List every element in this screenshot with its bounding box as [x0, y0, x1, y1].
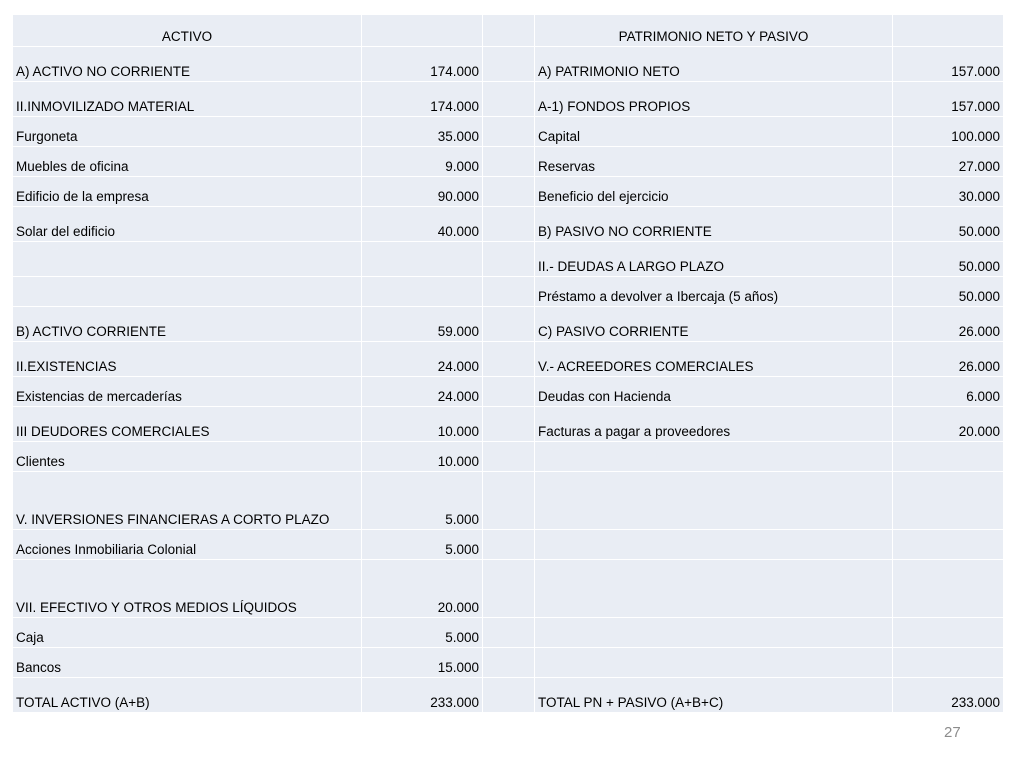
page-number: 27	[944, 724, 961, 741]
pasivo-value: 50.000	[893, 277, 1004, 307]
activo-value: 40.000	[362, 207, 483, 242]
activo-label: TOTAL ACTIVO (A+B)	[13, 678, 362, 713]
pasivo-label	[535, 560, 893, 618]
table-row	[13, 678, 1004, 713]
activo-value: 9.000	[362, 147, 483, 177]
pasivo-value: 20.000	[893, 407, 1004, 442]
spacer-cell	[483, 442, 535, 472]
table-row	[13, 277, 1004, 307]
activo-label: Solar del edificio	[13, 207, 362, 242]
activo-header-value-cell	[362, 15, 483, 47]
pasivo-value: 157.000	[893, 47, 1004, 82]
activo-label: Bancos	[13, 648, 362, 678]
activo-value: 35.000	[362, 117, 483, 147]
activo-label: Furgoneta	[13, 117, 362, 147]
pasivo-label: Reservas	[535, 147, 893, 177]
activo-value: 5.000	[362, 472, 483, 530]
spacer-cell	[483, 277, 535, 307]
pasivo-value	[893, 472, 1004, 530]
balance-sheet-table	[12, 14, 1004, 713]
activo-value: 174.000	[362, 47, 483, 82]
activo-label	[13, 242, 362, 277]
activo-label: A) ACTIVO NO CORRIENTE	[13, 47, 362, 82]
pasivo-value: 50.000	[893, 207, 1004, 242]
pasivo-label	[535, 618, 893, 648]
activo-label: Edificio de la empresa	[13, 177, 362, 207]
pasivo-value: 27.000	[893, 147, 1004, 177]
table-row	[13, 472, 1004, 530]
pasivo-label: B) PASIVO NO CORRIENTE	[535, 207, 893, 242]
pasivo-value: 6.000	[893, 377, 1004, 407]
activo-label: II.EXISTENCIAS	[13, 342, 362, 377]
activo-label: Clientes	[13, 442, 362, 472]
pasivo-label: Capital	[535, 117, 893, 147]
pasivo-value	[893, 442, 1004, 472]
pasivo-value: 233.000	[893, 678, 1004, 713]
pasivo-label: Facturas a pagar a proveedores	[535, 407, 893, 442]
activo-value	[362, 242, 483, 277]
pasivo-value	[893, 618, 1004, 648]
spacer-cell	[483, 530, 535, 560]
activo-label: III DEUDORES COMERCIALES	[13, 407, 362, 442]
table-row	[13, 242, 1004, 277]
table-row	[13, 342, 1004, 377]
table-row	[13, 307, 1004, 342]
table-row	[13, 117, 1004, 147]
table-row	[13, 618, 1004, 648]
table-row	[13, 648, 1004, 678]
pasivo-label	[535, 472, 893, 530]
spacer-cell	[483, 648, 535, 678]
pasivo-value: 30.000	[893, 177, 1004, 207]
spacer-cell	[483, 82, 535, 117]
pasivo-label: TOTAL PN + PASIVO (A+B+C)	[535, 678, 893, 713]
spacer-cell	[483, 147, 535, 177]
table-row	[13, 82, 1004, 117]
table-row	[13, 442, 1004, 472]
activo-value: 5.000	[362, 530, 483, 560]
activo-value: 15.000	[362, 648, 483, 678]
pasivo-label: Deudas con Hacienda	[535, 377, 893, 407]
pasivo-value: 26.000	[893, 342, 1004, 377]
pasivo-label	[535, 530, 893, 560]
spacer-cell	[483, 342, 535, 377]
pasivo-label	[535, 648, 893, 678]
pasivo-value: 100.000	[893, 117, 1004, 147]
pasivo-value	[893, 560, 1004, 618]
spacer-cell	[483, 678, 535, 713]
activo-label: Acciones Inmobiliaria Colonial	[13, 530, 362, 560]
pasivo-value: 157.000	[893, 82, 1004, 117]
spacer-cell	[483, 242, 535, 277]
table-row	[13, 377, 1004, 407]
pasivo-label: Beneficio del ejercicio	[535, 177, 893, 207]
pasivo-value	[893, 648, 1004, 678]
pasivo-label: II.- DEUDAS A LARGO PLAZO	[535, 242, 893, 277]
activo-value: 233.000	[362, 678, 483, 713]
activo-label: Existencias de mercaderías	[13, 377, 362, 407]
spacer-cell	[483, 177, 535, 207]
activo-value: 20.000	[362, 560, 483, 618]
pasivo-header-value-cell	[893, 15, 1004, 47]
activo-value: 174.000	[362, 82, 483, 117]
pasivo-label: A-1) FONDOS PROPIOS	[535, 82, 893, 117]
activo-label: II.INMOVILIZADO MATERIAL	[13, 82, 362, 117]
pasivo-label	[535, 442, 893, 472]
spacer-cell	[483, 407, 535, 442]
pasivo-header: PATRIMONIO NETO Y PASIVO	[535, 15, 893, 47]
spacer-cell	[483, 618, 535, 648]
activo-value: 10.000	[362, 407, 483, 442]
activo-value: 24.000	[362, 377, 483, 407]
table-row	[13, 407, 1004, 442]
activo-label: Caja	[13, 618, 362, 648]
pasivo-label: V.- ACREEDORES COMERCIALES	[535, 342, 893, 377]
table-row	[13, 177, 1004, 207]
pasivo-label: Préstamo a devolver a Ibercaja (5 años)	[535, 277, 893, 307]
activo-value: 24.000	[362, 342, 483, 377]
table-row	[13, 530, 1004, 560]
spacer-cell	[483, 377, 535, 407]
pasivo-label: C) PASIVO CORRIENTE	[535, 307, 893, 342]
activo-value: 59.000	[362, 307, 483, 342]
activo-label: VII. EFECTIVO Y OTROS MEDIOS LÍQUIDOS	[13, 560, 362, 618]
spacer-cell	[483, 472, 535, 530]
table-row	[13, 207, 1004, 242]
pasivo-value: 50.000	[893, 242, 1004, 277]
activo-label	[13, 277, 362, 307]
spacer-cell	[483, 560, 535, 618]
activo-value: 5.000	[362, 618, 483, 648]
pasivo-value	[893, 530, 1004, 560]
table-row	[13, 47, 1004, 82]
table-row	[13, 147, 1004, 177]
activo-value: 90.000	[362, 177, 483, 207]
spacer-cell	[483, 15, 535, 47]
activo-label: B) ACTIVO CORRIENTE	[13, 307, 362, 342]
activo-label: Muebles de oficina	[13, 147, 362, 177]
spacer-cell	[483, 307, 535, 342]
pasivo-label: A) PATRIMONIO NETO	[535, 47, 893, 82]
activo-label: V. INVERSIONES FINANCIERAS A CORTO PLAZO	[13, 472, 362, 530]
spacer-cell	[483, 117, 535, 147]
header-row	[13, 15, 1004, 47]
spacer-cell	[483, 207, 535, 242]
pasivo-value: 26.000	[893, 307, 1004, 342]
activo-header: ACTIVO	[13, 15, 362, 47]
activo-value	[362, 277, 483, 307]
table-row	[13, 560, 1004, 618]
spacer-cell	[483, 47, 535, 82]
activo-value: 10.000	[362, 442, 483, 472]
